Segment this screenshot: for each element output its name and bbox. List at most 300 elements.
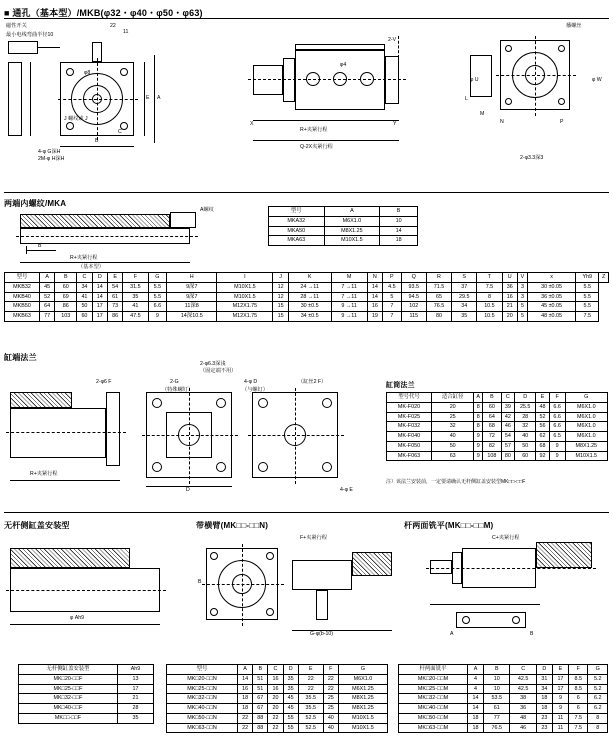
cell: MK-F063	[387, 451, 432, 461]
cell: MK□25-□□N	[167, 684, 238, 694]
col-header: F	[323, 665, 338, 675]
cell: 25	[432, 412, 474, 422]
cell: 35	[123, 292, 148, 302]
cell: 9深7	[167, 292, 217, 302]
cell: 108	[483, 451, 502, 461]
cell: 36	[502, 282, 517, 292]
table-crossarm	[166, 664, 388, 733]
cell: 62	[536, 432, 549, 442]
cell: 16	[502, 292, 517, 302]
switch-body	[8, 41, 38, 54]
flange-hole	[216, 398, 226, 408]
fig-label: 11	[123, 29, 129, 35]
col-header: G	[565, 393, 607, 403]
cell: 56	[536, 422, 549, 432]
cell: 35.5	[298, 694, 323, 704]
section-title-text: 无杆侧缸盖安装型	[4, 521, 70, 530]
col-header: A	[468, 665, 484, 675]
side-view	[8, 62, 22, 136]
section-title-text: 带横臂(MK□□-□□N)	[196, 521, 269, 530]
cell: 18	[468, 723, 484, 733]
col-header: D	[536, 665, 552, 675]
cell: 8.5	[568, 684, 588, 694]
cell: 55	[283, 723, 298, 733]
divider	[4, 18, 609, 19]
dim-line	[144, 62, 145, 136]
divider	[4, 192, 609, 193]
fig-label: A	[157, 95, 161, 101]
cell: 68	[483, 422, 502, 432]
cell: 14	[468, 694, 484, 704]
center-line-h	[202, 584, 284, 585]
fig-label: （基本型）	[78, 264, 104, 270]
cell: 5.5	[148, 292, 167, 302]
fig-label: 2-G	[170, 379, 179, 385]
cell: 32	[432, 422, 474, 432]
col-header: B	[483, 393, 502, 403]
fig-label: M	[480, 111, 485, 117]
table-row	[387, 441, 608, 451]
cell: M10X1.5	[338, 723, 387, 733]
cell: 92	[536, 451, 549, 461]
cell: 35	[283, 674, 298, 684]
cell: 5	[517, 312, 527, 322]
fig-label: J 螺纹或 J	[64, 116, 88, 122]
flange-hole	[216, 462, 226, 472]
table-rearcap	[18, 664, 154, 724]
fig-label: L	[465, 96, 468, 102]
cell: MK□32-□□N	[167, 694, 238, 704]
cell: 103	[55, 312, 77, 322]
table-row	[5, 292, 609, 302]
dim-line	[154, 55, 155, 143]
dim-line	[253, 140, 399, 141]
cell: 46	[510, 723, 536, 733]
col-header: R	[426, 273, 451, 283]
cell: MK□40-□□F	[19, 704, 118, 714]
flatrod-rod	[430, 560, 452, 574]
table-dimensions	[4, 272, 609, 322]
cell: 36 ±0.05	[528, 292, 576, 302]
fig-label: φ4	[340, 62, 347, 68]
cell: 28	[514, 412, 536, 422]
cell: 40	[514, 432, 536, 442]
col-header: 型号	[5, 273, 40, 283]
cell: 60	[483, 402, 502, 412]
table-row	[167, 704, 388, 714]
table-row	[399, 674, 608, 684]
section-flange-title	[4, 352, 37, 363]
cell: MK□50-□□N	[167, 713, 238, 723]
col-header: H	[167, 273, 217, 283]
col-header: 型号	[269, 207, 325, 217]
cylinder-cap	[385, 56, 399, 104]
table-header-row	[167, 665, 388, 675]
mounting-hole	[210, 552, 218, 560]
col-header: K	[288, 273, 331, 283]
cell: 3	[517, 282, 527, 292]
cell: 8	[477, 292, 502, 302]
table-row	[5, 302, 609, 312]
cell: 52	[536, 412, 549, 422]
fig-label: （特殊螺钉）	[162, 387, 194, 393]
fig-label: 22	[110, 23, 116, 29]
cell: 86	[55, 302, 77, 312]
flange-note: 注）该法兰安装前，一定要请确认无杆侧缸盖安装型MK□□-□□F	[386, 479, 526, 485]
fig-label: （固定端不用）	[200, 368, 237, 374]
cell: 51	[253, 674, 268, 684]
cell: 16	[268, 684, 283, 694]
table-header-row	[399, 665, 608, 675]
fig-label: G-φ(b-10)	[310, 631, 333, 637]
col-header: E	[107, 273, 122, 283]
cell: 14	[468, 704, 484, 714]
cell: 14	[92, 282, 107, 292]
fig-label: A螺纹	[200, 207, 214, 213]
section-title-text: 杆两面铣平(MK□□-□□M)	[404, 521, 494, 530]
cell: 42	[501, 412, 514, 422]
center-line-v	[535, 36, 536, 116]
cell: 29.5	[452, 292, 477, 302]
cell: 9 →11	[331, 312, 367, 322]
cell: 18	[536, 704, 552, 714]
cell: 25	[323, 704, 338, 714]
cell: MK□40-□□M	[399, 704, 468, 714]
flange-hole	[322, 462, 332, 472]
table-flatrod	[398, 664, 608, 733]
table-mka	[268, 206, 418, 246]
col-header: F	[549, 393, 565, 403]
cell: 7.5	[568, 713, 588, 723]
cell: 57	[501, 441, 514, 451]
col-header: E	[536, 393, 549, 403]
col-header: T	[477, 273, 502, 283]
table-row	[387, 402, 608, 412]
cell: 69	[55, 292, 77, 302]
cell: 16	[238, 684, 253, 694]
cell: M12X1.75	[217, 302, 273, 312]
fig-label: 4-φ D	[244, 379, 258, 385]
center-line-h	[496, 75, 576, 76]
cell: 39	[501, 402, 514, 412]
side-profile	[470, 55, 492, 97]
cell: 4	[468, 684, 484, 694]
table-row	[19, 674, 154, 684]
table-row	[269, 226, 418, 236]
table-row	[399, 713, 608, 723]
cell: 9	[474, 432, 483, 442]
divider	[4, 512, 609, 513]
cell: MKB32	[5, 282, 40, 292]
fig-label: B	[198, 579, 202, 585]
fig-label: F+夹紧行程	[300, 535, 327, 541]
cell: 16	[268, 674, 283, 684]
cell: 22	[298, 684, 323, 694]
cell: 52.5	[298, 713, 323, 723]
cell: 54	[501, 432, 514, 442]
cell: 35	[283, 684, 298, 694]
cell: M10X1.5	[338, 713, 387, 723]
fig-label: R+夹紧行程	[30, 471, 58, 477]
cell: 61	[107, 292, 122, 302]
cell: 28	[118, 704, 154, 714]
flange-table-title	[386, 380, 415, 390]
col-header: C	[501, 393, 514, 403]
cell: 6.6	[549, 412, 565, 422]
section-title-text: 两端内螺纹/MKA	[4, 199, 67, 208]
flange-table-title-text: 缸筒法兰	[386, 382, 415, 389]
cell: 21	[502, 302, 517, 312]
dim-line	[253, 120, 399, 121]
cell: 25.5	[514, 402, 536, 412]
cell: 28 →11	[288, 292, 331, 302]
cell: 48	[510, 713, 536, 723]
table-row	[387, 412, 608, 422]
flange-plate	[106, 392, 120, 466]
cell: 19	[367, 312, 382, 322]
cell: 61	[484, 704, 510, 714]
col-header: S	[452, 273, 477, 283]
cell: 9	[552, 694, 568, 704]
cell: 9深7	[167, 282, 217, 292]
cell: MK□50-□□M	[399, 713, 468, 723]
cell: 5.2	[588, 674, 608, 684]
table-row	[399, 704, 608, 714]
flange-hatched	[10, 392, 72, 408]
cell: 20	[502, 312, 517, 322]
cell: 37	[452, 282, 477, 292]
cell: 88	[253, 713, 268, 723]
cell: MKB63	[5, 312, 40, 322]
cell: MK□63-□□N	[167, 723, 238, 733]
col-header: G	[338, 665, 387, 675]
cell: 14	[92, 292, 107, 302]
fig-label: D	[186, 487, 190, 493]
cell: 80	[501, 451, 514, 461]
cell: M6X1.0	[565, 402, 607, 412]
cell: 38	[510, 694, 536, 704]
leader-line	[398, 36, 399, 58]
mounting-hole	[266, 552, 274, 560]
cell: 76.5	[484, 723, 510, 733]
table-row	[387, 422, 608, 432]
table-row	[269, 236, 418, 246]
col-header: D	[283, 665, 298, 675]
cell: 8	[588, 723, 608, 733]
cell: 41	[123, 302, 148, 312]
col-header: A	[324, 207, 380, 217]
col-header: B	[380, 207, 418, 217]
cell: 51	[253, 684, 268, 694]
center-line-h	[58, 99, 138, 100]
cell: 42.5	[510, 674, 536, 684]
cell: 67	[253, 694, 268, 704]
cell: 11	[552, 723, 568, 733]
cell: 60	[55, 282, 77, 292]
mounting-hole	[66, 122, 74, 130]
cell: 11	[552, 713, 568, 723]
cell: 16	[367, 302, 382, 312]
flatrod-hole	[512, 616, 520, 624]
cell: 14	[367, 292, 382, 302]
fig-label: B	[38, 243, 42, 249]
cell: MK□63-□□M	[399, 723, 468, 733]
center-line-v	[189, 388, 190, 484]
col-header: x	[528, 273, 576, 283]
col-header: 无杆侧缸盖安装型	[19, 665, 118, 675]
fig-label: 播螺丝	[566, 23, 582, 29]
cell: 34	[452, 302, 477, 312]
cell: 18	[380, 236, 418, 246]
cell: M8X1.25	[338, 704, 387, 714]
table-row	[269, 216, 418, 226]
mounting-hole	[505, 45, 512, 52]
cell: 17	[92, 302, 107, 312]
cell: 52.5	[298, 723, 323, 733]
cell: 64	[40, 302, 55, 312]
cell: 30 ±0.5	[288, 302, 331, 312]
cell: 10.5	[477, 312, 502, 322]
fig-label: 4-φ G深H	[38, 149, 61, 155]
cell: 60	[77, 312, 92, 322]
cell: 8	[474, 412, 483, 422]
dim-line	[430, 604, 540, 605]
end-block	[170, 212, 196, 228]
cell: 7 →11	[331, 282, 367, 292]
col-header: G	[588, 665, 608, 675]
cell: 5	[383, 292, 402, 302]
crossarm-body	[292, 560, 352, 590]
fig-label: Y	[393, 121, 397, 127]
fig-label: 磁性开关	[6, 23, 27, 29]
table-row	[19, 713, 154, 723]
cell: 64	[483, 412, 502, 422]
cell: 21	[118, 694, 154, 704]
cell: MK-F025	[387, 412, 432, 422]
table-row	[399, 694, 608, 704]
cell: 7 →11	[331, 292, 367, 302]
cell: 9	[148, 312, 167, 322]
cell: 10	[484, 684, 510, 694]
cell: M6X1.0	[338, 674, 387, 684]
cell: 41	[77, 292, 92, 302]
dim-line	[26, 250, 56, 251]
cell: 11深8	[167, 302, 217, 312]
cell: 48	[536, 402, 549, 412]
cell: 9 →11	[331, 302, 367, 312]
cell: 9	[552, 704, 568, 714]
cell: 14深10.5	[167, 312, 217, 322]
cell: M12X1.75	[217, 312, 273, 322]
cell: 31.5	[123, 282, 148, 292]
cell: 6.2	[588, 704, 608, 714]
col-header: 型号	[167, 665, 238, 675]
cell: M6X1.0	[565, 412, 607, 422]
cell: 6.2	[588, 694, 608, 704]
col-header: Yh9	[576, 273, 599, 283]
cell: M6X1.0	[565, 422, 607, 432]
cell: MK-F020	[387, 402, 432, 412]
cell: 6	[568, 694, 588, 704]
cushion-block	[283, 58, 295, 102]
cell: 7	[383, 302, 402, 312]
cell: 9	[474, 451, 483, 461]
cell: MK-F032	[387, 422, 432, 432]
cell: M10X1.5	[565, 451, 607, 461]
fig-label: Q-2X夹紧行程	[300, 144, 333, 150]
cell: 5	[517, 302, 527, 312]
cell: 45	[40, 282, 55, 292]
col-header: F	[568, 665, 588, 675]
cell: 40	[323, 723, 338, 733]
cell: 82	[483, 441, 502, 451]
cell: M8X1.25	[338, 694, 387, 704]
center-line-v	[97, 58, 98, 140]
cell: M10X1.5	[217, 292, 273, 302]
cell: 23	[536, 713, 552, 723]
table-row	[19, 704, 154, 714]
col-header: B	[484, 665, 510, 675]
col-header: Q	[401, 273, 426, 283]
cell: 77	[40, 312, 55, 322]
cell: 93.5	[401, 282, 426, 292]
cell: MK-F050	[387, 441, 432, 451]
cell: 50	[432, 441, 474, 451]
cell: 12	[273, 282, 288, 292]
fig-label: φ W	[592, 77, 602, 83]
center-line-v	[242, 544, 243, 626]
cell: 9	[474, 441, 483, 451]
cell: MK□25-□□F	[19, 684, 118, 694]
cell: 10	[484, 674, 510, 684]
flange-hole	[152, 462, 162, 472]
cell: 22	[323, 684, 338, 694]
cell: 6.5	[549, 432, 565, 442]
cell: 68	[536, 441, 549, 451]
dim-line	[30, 62, 31, 136]
cell: M6X1.0	[324, 216, 380, 226]
crossarm-handle	[316, 590, 328, 620]
table-row	[167, 674, 388, 684]
cylinder-top-plate	[295, 44, 385, 50]
col-header: Ah9	[118, 665, 154, 675]
col-header: 杆两面铣平	[399, 665, 468, 675]
center-line-h	[426, 568, 596, 569]
section-mka-title	[4, 198, 66, 209]
fig-label: B	[95, 138, 99, 144]
mounting-hole	[505, 98, 512, 105]
section-flatrod-title	[404, 520, 493, 531]
cell: 13	[118, 674, 154, 684]
fig-label: 2-φ6.3深浅	[200, 361, 226, 367]
fig-label: φ U	[470, 77, 479, 83]
fig-label: 最小电线弯曲半径10	[6, 32, 54, 38]
col-header: B	[55, 273, 77, 283]
cell: 42.5	[510, 684, 536, 694]
flange-hole	[152, 398, 162, 408]
cell: 77	[484, 713, 510, 723]
mounting-hole	[66, 68, 74, 76]
cell: 48 ±0.05	[528, 312, 576, 322]
cell: 65	[426, 292, 451, 302]
cell: 22	[238, 713, 253, 723]
rod-top	[92, 42, 102, 62]
fig-label: R+夹紧行程	[70, 255, 98, 261]
cell: MK□20-□□M	[399, 674, 468, 684]
cell: 35	[118, 713, 154, 723]
cell: 54	[107, 282, 122, 292]
col-header: D	[92, 273, 107, 283]
